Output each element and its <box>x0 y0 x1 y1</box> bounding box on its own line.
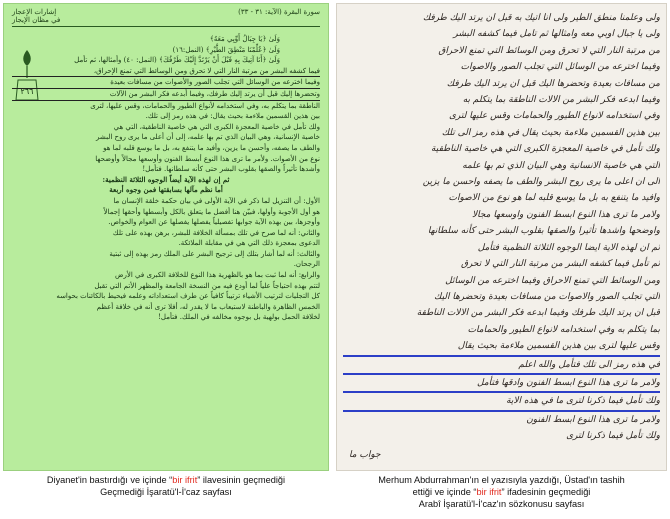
manuscript-line: التي تجلب الصور والاصوات من مسافات بعيدة وتحضرها اليك <box>433 291 660 302</box>
manuscript-line: بين هذين القسمين ملاءمة بحيث يقال في هذه رمز الى تلك <box>441 127 660 138</box>
manuscript-line: بما يتكلم به وفي استخدامه لانواع الطيور والحمامات <box>467 324 660 335</box>
manuscript-line: من مسافات بعيدة وتحضرها اليك قبل ان يرتد اليك طرفك <box>446 78 660 89</box>
text-line: وَلَىٰ ﴿عُلِّمْنَا مَنْطِقَ الطَّيْرِ﴾ (النمل:١٦) <box>172 45 280 54</box>
manuscript-line: ولى يا جبال اوبي معه وامثالها ثم تامل فيما كشفه البشر <box>453 29 660 40</box>
handwritten-page-image <box>336 3 667 471</box>
text-line-underlined: وفيما اخترعه من الوسائل التي تجلب الصور والأصوات من مسافات بعيدة <box>12 77 320 89</box>
section-subheading: أما نظم مآلها بسابقتها فمن وجوه أربعة <box>109 185 223 195</box>
text-line: الأول: أن التنزيل لما ذكر في الآية الأولى في بيان حكمة خلقة الإنسان ما <box>113 196 320 205</box>
manuscript-line: ولامر ما ترى هذا النوع ابسط الفنون واوسعها مجالا <box>472 209 660 220</box>
manuscript-line: قبل ان يرتد اليك طرفك وفيما ابدعه فكر البشر من الالات الناطقة <box>416 308 660 319</box>
manuscript-line-underlined: وقس عليها لترى بين هذين القسمين ملاءمة بحيث يقال <box>343 338 660 356</box>
manuscript-line: ومن الوسائط التي تمنع الاحراق وفيما اخترعه من الوسائل <box>445 275 660 286</box>
margin-number: ٢٦٦ <box>20 87 34 96</box>
text-line-underlined: وتحضرها إليك قبل أن يرتد إليك طرفك، وفيما أبدعه فكر البشر من الآلات <box>12 89 320 101</box>
text-line: بين هذين القسمين ملاءمة بحيث يقال: في هذه رمز إلى تلك. <box>145 112 320 121</box>
header-surah: سورة البقرة (الآية: ٣١ - ٣٣) <box>238 8 320 16</box>
left-caption <box>3 474 329 498</box>
header-book-line2: في مظان الإيجاز <box>12 16 61 24</box>
manuscript-line: ثم ان لهذه الاية ايضا الوجوه الثلاثة النظمية فتأمل <box>477 242 660 253</box>
manuscript-line: من مرتبة النار التي لا تحرق ومن الوسائط التي تمنع الاحراق <box>438 45 660 56</box>
text-line: الناطقة بما يتكلم به، وفي استخدامه لأنواع الطيور والحمامات، وقس عليها، لترى <box>90 101 320 110</box>
text-line: لتتم بهذه احتياجاً علياً لما أودع فيه من النسخة الجامعة والمظهر الأتم التي تقبل <box>94 281 320 290</box>
caption-highlight: bir ifrit <box>172 475 198 485</box>
caption-highlight: bir ifrit <box>476 487 502 497</box>
manuscript-line: وافيد ما يتنفع به بل ما يوسع قلبه لما هو نوع من الاصوات <box>448 193 660 204</box>
handwritten-text-body <box>343 10 660 464</box>
caption-text: Merhum Abdurrahman'ın el yazısıyla yazdığı, Üstad'ın tashih <box>378 475 625 485</box>
text-line: والرابع: أنه لما ثبت بما هو بالظهرية هذا النوع للخلافة الكبرى في الأرض <box>115 271 320 280</box>
text-line: خاصية الإنسانية، وهي البيان الذي تم بها علمه، إلى أن أعلى ما يرى روح البشر <box>96 133 320 142</box>
text-line: والطف ما يصفه، وأحسن ما يزين، وأفيد ما يتنفع به، بل ما يوسع قلبه لما هو <box>103 143 320 152</box>
text-line: والثاني: أنه لما صرح في تلك بمسألة الخلافة للبشر، برهن بهذه على تلك <box>112 228 320 237</box>
corner-note: جواب ما <box>349 450 381 460</box>
manuscript-line-underlined: في هذه رمز الى تلك فتأمل والله اعلم <box>343 357 660 375</box>
printed-page-image <box>3 3 329 471</box>
section-heading: ثم إن لهذه الآية أيضاً الوجوه الثلاثة النظمية: <box>102 174 230 184</box>
manuscript-line-underlined: ولك تأمل فيما ذكرنا لترى ما في هذه الاية <box>343 393 660 411</box>
text-line: وَلَىٰ ﴿أَنَا آتِيكَ بِهِ قَبْلَ أَنْ يَرْتَدَّ إِلَيْكَ طَرْفُكَ﴾ (النمل: ٤٠) وأمثالها، ثم تأمل <box>74 56 280 65</box>
manuscript-line: الى ان اعلى ما يرى روح البشر والطف ما يصفه واحسن ما يزين <box>422 177 660 188</box>
header-rule <box>12 26 320 27</box>
caption-text: Diyanet'in bastırdığı ve içinde “ <box>46 475 173 485</box>
manuscript-line: وفي استخدامه لانواع الطيور والحمامات وقس عليها لترى <box>448 111 660 122</box>
caption-text: ettiği ve içinde “ <box>412 487 477 497</box>
text-line: ولك تأمل في خاصية المعجزة الكبرى التي هي خاصية الناطقية، التي هي <box>113 122 320 131</box>
text-line: وأوجزها، بين بهذه الآية جوابها تفصيلياً يفصلها يفصلها عن العوام والخواص. <box>108 218 320 227</box>
text-line: لخلافة الحمل بولهية بل بوجوه مخالفه في الملك. فتأمل! <box>158 313 320 322</box>
manuscript-line: ولى وعلمنا منطق الطير ولى انا اتيك به قبل ان يرتد اليك طرفك <box>422 13 660 23</box>
header-book-line1: إشارات الإعجاز <box>12 8 57 16</box>
text-line: والثالث: أنه لما أشار بتلك إلى ترجيح البشر على الملك رمز بهذه إلى ثبتية <box>109 249 320 258</box>
manuscript-line: ثم تأمل فيما كشفه البشر من مرتبة النار التي لا تحرق <box>460 259 660 270</box>
text-line: الخمس الظاهرة والباطنة لاستيعاب ما لا يقدر له، أفلا ترى أنه في خلافة أعظم <box>96 302 320 311</box>
manuscript-line: وفيما ابدعه فكر البشر من الالات الناطقة بما يتكلم به <box>462 95 660 106</box>
manuscript-line: ولك تأمل فيما ذكرنا لترى <box>566 431 660 442</box>
manuscript-line: ولك تأمل في خاصية المعجزة الكبرى التي هي خاصية الناطقية <box>431 144 660 155</box>
caption-text: Arabî İşaratü'l-İ'caz'ın sözkonusu sayfası <box>418 499 585 509</box>
caption-text: ” ilavesinin geçmediği <box>197 475 286 485</box>
right-caption <box>336 474 667 510</box>
text-line: كل التجليات لترتيب الأشياء ترتيباً كافياً عن طرف استعداداته وعلمه فيحيط بالكائنات بحواسه <box>56 292 320 301</box>
manuscript-line: التي هي خاصية الانسانية وهي البيان الذي تم بها علمه <box>462 160 660 171</box>
caption-text: Geçmediği İşaratü'l-İ'caz sayfası <box>100 487 232 497</box>
text-line: الدعوى بمعجزة ذلك التي هي في مقابلة الملائكة. <box>178 239 320 248</box>
text-line: وَلَىٰ ﴿يَا جِبَالُ أَوِّبِي مَعَهُ﴾ <box>209 35 280 43</box>
caption-text: ” ifadesinin geçmediği <box>501 487 591 497</box>
page-header <box>12 8 320 24</box>
manuscript-line-underlined: ولامر ما ترى هذا النوع ابسط الفنون وادقها فتأمل <box>343 375 660 393</box>
header-book-title <box>12 8 60 24</box>
manuscript-line: وفيما اخترعه من الوسائل التي تجلب الصور والاصوات <box>460 62 660 73</box>
manuscript-line: ولامر ما ترى هذا النوع ابسط الفنون <box>526 414 660 425</box>
text-line: وأشدها تأثيراً والصقها بقلوب البشر حتى كأنه سلطانها. فتأمل! <box>142 165 320 174</box>
text-line: هو أول الأجوبة وأولها، فبيّن هنا أفضل ما يتعلق بالكل وأبسطها وأحقها إجمالاً <box>103 207 320 216</box>
manuscript-line: واوضحها واشدها تأثيرا والصقها بقلوب البشر حتى كأنه سلطانها <box>427 226 660 237</box>
printed-text-body <box>12 34 320 464</box>
text-line: الرجحان. <box>293 260 320 269</box>
text-line-underlined: فيما كشفه البشر من مرتبة النار التي لا تحرق ومن الوسائط التي تمنع الإحراق، <box>12 66 320 78</box>
text-line: نوع من الأصوات. ولأمر ما ترى هذا النوع أبسط الفنون وأوسعها مجالاً وأوضحها <box>95 154 320 163</box>
